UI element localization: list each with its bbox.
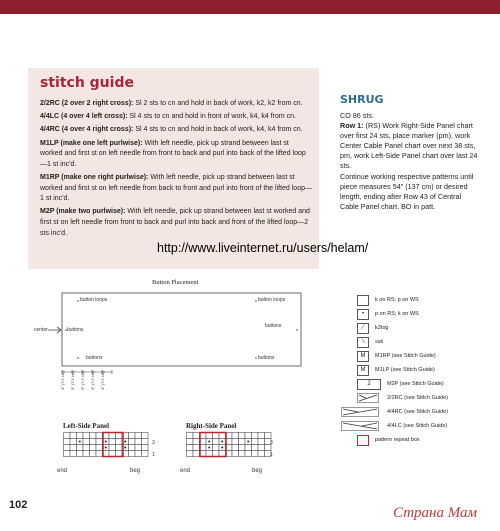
left-panel-chart — [63, 432, 163, 472]
chart-cell — [90, 451, 97, 457]
chart-cell — [109, 445, 116, 451]
chart-cell — [129, 433, 136, 439]
chart-cell — [77, 433, 84, 439]
chart-cell — [213, 451, 220, 457]
chart-cell — [96, 445, 103, 451]
chart-cell — [109, 439, 116, 445]
button-loop-marker — [296, 329, 298, 331]
button-loop-marker — [77, 300, 79, 302]
chart-cell — [135, 433, 142, 439]
legend-label: k on RS; p on WS — [375, 297, 419, 303]
cast-on-text: CO 86 sts. — [340, 111, 374, 120]
chart-cell — [142, 451, 149, 457]
button-placement-title: Button Placement — [152, 279, 199, 286]
chart-cell — [96, 439, 103, 445]
legend-item — [357, 351, 436, 363]
top-banner — [0, 0, 500, 14]
center-label: center — [34, 327, 48, 333]
chart-cell — [193, 439, 200, 445]
row-label: 3 — [270, 440, 273, 446]
beg-label: beg — [130, 468, 141, 474]
end-label: end — [57, 468, 68, 474]
purl-dot — [79, 441, 81, 443]
chart-cell — [64, 439, 71, 445]
stitch-term: M1RP (make one right purlwise): — [40, 173, 149, 181]
measurement-label: 3" (7.5 cm) — [90, 370, 95, 390]
chart-cell — [258, 433, 265, 439]
button-loop-markers — [65, 300, 298, 359]
chart-cell — [135, 451, 142, 457]
chart-cell — [96, 451, 103, 457]
knit-symbol-icon — [357, 295, 369, 306]
chart-cell — [187, 433, 194, 439]
right-panel-title: Right-Side Panel — [186, 422, 237, 430]
measurement-label: 3" (7.5 cm) — [70, 370, 75, 390]
legend-label: M1RP (see Stitch Guide) — [375, 353, 436, 359]
chart-cell — [193, 445, 200, 451]
stitch-text: Sl 4 sts to cn and hold in back of work, k4, k4 from cn. — [133, 126, 303, 134]
row-label: 1 — [152, 452, 155, 458]
chart-cell — [70, 433, 77, 439]
chart-cell — [64, 451, 71, 457]
chart-cell — [265, 433, 272, 439]
stitch-entry — [40, 99, 312, 110]
button-loop-marker — [77, 357, 79, 359]
chart-cell — [245, 433, 252, 439]
beg-label: beg — [252, 468, 263, 474]
chart-cell — [252, 445, 259, 451]
chart-cell — [252, 451, 259, 457]
purl-dot — [221, 447, 223, 449]
legend-item — [357, 323, 388, 335]
k2tog-symbol-icon: ⁄ — [357, 323, 369, 334]
chart-cell — [245, 445, 252, 451]
chart-cell — [258, 445, 265, 451]
stitch-term: 4/4RC (4 over 4 right cross): — [40, 126, 134, 134]
m1lp-symbol-icon: M — [357, 365, 369, 376]
stitch-term: M1LP (make one left purlwise): — [40, 139, 143, 147]
button-loop-marker — [255, 357, 257, 359]
cable-4-4lc-icon — [341, 421, 379, 431]
stitch-entry — [40, 125, 312, 136]
chart-cell — [252, 439, 259, 445]
row1-label: Row 1: — [340, 121, 364, 131]
purl-dot — [208, 447, 210, 449]
chart-cell — [142, 433, 149, 439]
row-label: 1 — [270, 452, 273, 458]
chart-cell — [239, 433, 246, 439]
stitch-guide-entries — [40, 99, 312, 242]
chart-cell — [213, 433, 220, 439]
chart-cell — [96, 433, 103, 439]
chart-cell — [142, 439, 149, 445]
stitch-text: With left needle, pick up strand between last st worked and first st on left needle from front to back and purl into back and front of the lifted loop—2 sts inc'd. — [40, 208, 310, 237]
chart-cell — [213, 445, 220, 451]
chart-cell — [116, 451, 123, 457]
chart-cell — [219, 433, 226, 439]
stitch-text: Sl 2 sts to cn and hold in back of work, k2, k2 from cn. — [133, 100, 303, 107]
end-label: end — [180, 468, 191, 474]
chart-cell — [239, 451, 246, 457]
stitch-entry — [40, 207, 312, 239]
chart-cell — [252, 433, 259, 439]
stitch-text: Sl 4 sts to cn and hold in front of work, k4, k4 from cn. — [127, 113, 296, 121]
chart-cell — [70, 451, 77, 457]
m2p-symbol-icon: 2 — [357, 379, 381, 390]
shrug-instructions — [340, 111, 480, 212]
stitch-text: With left needle, pick up strand between last st worked and first st on left needle from front to back and purl into back of the lifted loop—1 st inc'd. — [40, 139, 306, 168]
chart-cell — [187, 451, 194, 457]
chart-cell — [116, 439, 123, 445]
pattern-repeat-box-icon — [357, 435, 369, 446]
chart-cell — [232, 451, 239, 457]
chart-cell — [129, 445, 136, 451]
legend-item — [357, 295, 419, 307]
chart-cell — [90, 439, 97, 445]
chart-cell — [90, 433, 97, 439]
chart-cell — [142, 445, 149, 451]
cable-4-4rc-icon — [341, 407, 379, 417]
legend-item — [357, 407, 448, 419]
stitch-term: M2P (make two purlwise): — [40, 208, 126, 216]
chart-cell — [219, 451, 226, 457]
chart-cell — [193, 433, 200, 439]
legend-label: 4/4RC (see Stitch Guide) — [387, 409, 449, 415]
buttons-right-label: buttons — [265, 323, 282, 329]
chart-cell — [187, 445, 194, 451]
legend-label: 2/2RC (see Stitch Guide) — [387, 395, 449, 401]
legend-item — [357, 421, 447, 433]
chart-grid — [187, 433, 272, 457]
chart-cell — [258, 451, 265, 457]
chart-cell — [109, 451, 116, 457]
chart-cell — [245, 451, 252, 457]
chart-cell — [77, 451, 84, 457]
buttons-bottom-left-label: buttons — [86, 355, 103, 361]
left-panel-title: Left-Side Panel — [63, 422, 110, 430]
buttons-left-label: buttons — [67, 327, 84, 333]
legend-label: M2P (see Stitch Guide) — [387, 381, 444, 387]
chart-cell — [83, 439, 90, 445]
chart-cell — [129, 439, 136, 445]
purl-symbol-icon: • — [357, 309, 369, 320]
chart-cell — [206, 433, 213, 439]
purl-dot — [247, 441, 249, 443]
legend-item — [357, 365, 435, 377]
stitch-term: 2/2RC (2 over 2 right cross): — [40, 100, 134, 107]
page-number: 102 — [9, 499, 28, 511]
legend-label: M1LP (see Stitch Guide) — [375, 367, 435, 373]
chart-cell — [64, 433, 71, 439]
chart-cell — [213, 439, 220, 445]
ssk-symbol-icon: ⁄ — [357, 337, 369, 348]
source-url[interactable]: http://www.liveinternet.ru/users/helam/ — [157, 241, 369, 255]
button-loops-left-label: button loops — [80, 297, 108, 303]
chart-cell — [232, 445, 239, 451]
stitch-term: 4/4LC (4 over 4 left cross): — [40, 113, 128, 121]
legend-item — [357, 309, 419, 321]
legend-label: pattern repeat box — [375, 437, 420, 443]
chart-cell — [206, 451, 213, 457]
chart-cell — [109, 433, 116, 439]
chart-cell — [135, 439, 142, 445]
purl-dot — [221, 441, 223, 443]
chart-cell — [90, 445, 97, 451]
chart-cell — [83, 451, 90, 457]
continue-text: Continue working respective patterns until piece measures 54" (137 cm) or desired length, ending after Row 43 of Central Cable Panel chart. BO in patt. — [340, 171, 474, 211]
cable-2-2rc-icon — [357, 393, 379, 403]
chart-cell — [77, 445, 84, 451]
chart-cell — [83, 433, 90, 439]
legend-label: p on RS; k on WS — [375, 311, 419, 317]
purl-dot — [124, 441, 126, 443]
chart-grid — [64, 433, 149, 457]
button-loop-marker — [255, 300, 257, 302]
purl-dot — [105, 447, 107, 449]
row1-text: (RS) Work Right-Side Panel chart over first 24 sts, place marker (pm), work Center Cable Panel chart over next 38 sts, pm, work Left-Side Panel chart over last 24 sts. — [340, 121, 478, 171]
stitch-entry — [40, 112, 312, 123]
chart-cell — [70, 439, 77, 445]
legend-label: ssk — [375, 339, 384, 345]
purl-dot — [105, 441, 107, 443]
row-label: 3 — [152, 440, 155, 446]
stitch-guide-title: stitch guide — [40, 75, 134, 91]
legend-label: k2tog — [375, 325, 389, 331]
row1-paragraph — [340, 121, 480, 171]
measurement-label: 3" (7.5 cm) — [80, 370, 85, 390]
chart-cell — [116, 445, 123, 451]
buttons-bottom-right-label: buttons — [258, 355, 275, 361]
legend-label: 4/4LC (see Stitch Guide) — [387, 423, 448, 429]
stitch-entry — [40, 139, 312, 171]
measurement-label: 3" (7.5 cm) — [100, 370, 105, 390]
stitch-text: With left needle, pick up strand between last st worked and first st on left needle from back to front and purl into front of the lifted loop—1 st inc'd. — [40, 173, 312, 203]
chart-cell — [83, 445, 90, 451]
chart-cell — [239, 445, 246, 451]
chart-cell — [129, 451, 136, 457]
chart-cell — [232, 439, 239, 445]
purl-dot — [208, 441, 210, 443]
m1rp-symbol-icon: M — [357, 351, 369, 362]
legend-item — [357, 393, 448, 405]
chart-cell — [187, 439, 194, 445]
chart-cell — [135, 445, 142, 451]
chart-cell — [239, 439, 246, 445]
button-loops-right-label: button loops — [258, 297, 286, 303]
chart-cell — [116, 433, 123, 439]
shrug-title: SHRUG — [340, 93, 384, 106]
legend-item — [357, 379, 444, 391]
chart-cell — [258, 439, 265, 445]
purl-dot — [124, 447, 126, 449]
measurement-label: 3" (7.5 cm) — [60, 370, 65, 390]
chart-cell — [193, 451, 200, 457]
chart-cell — [232, 433, 239, 439]
chart-cell — [70, 445, 77, 451]
watermark: Страна Мам — [393, 505, 478, 521]
legend-item — [357, 337, 383, 349]
chart-cell — [64, 445, 71, 451]
stitch-entry — [40, 173, 312, 205]
center-arrowhead — [57, 327, 61, 333]
legend-item — [357, 435, 420, 447]
